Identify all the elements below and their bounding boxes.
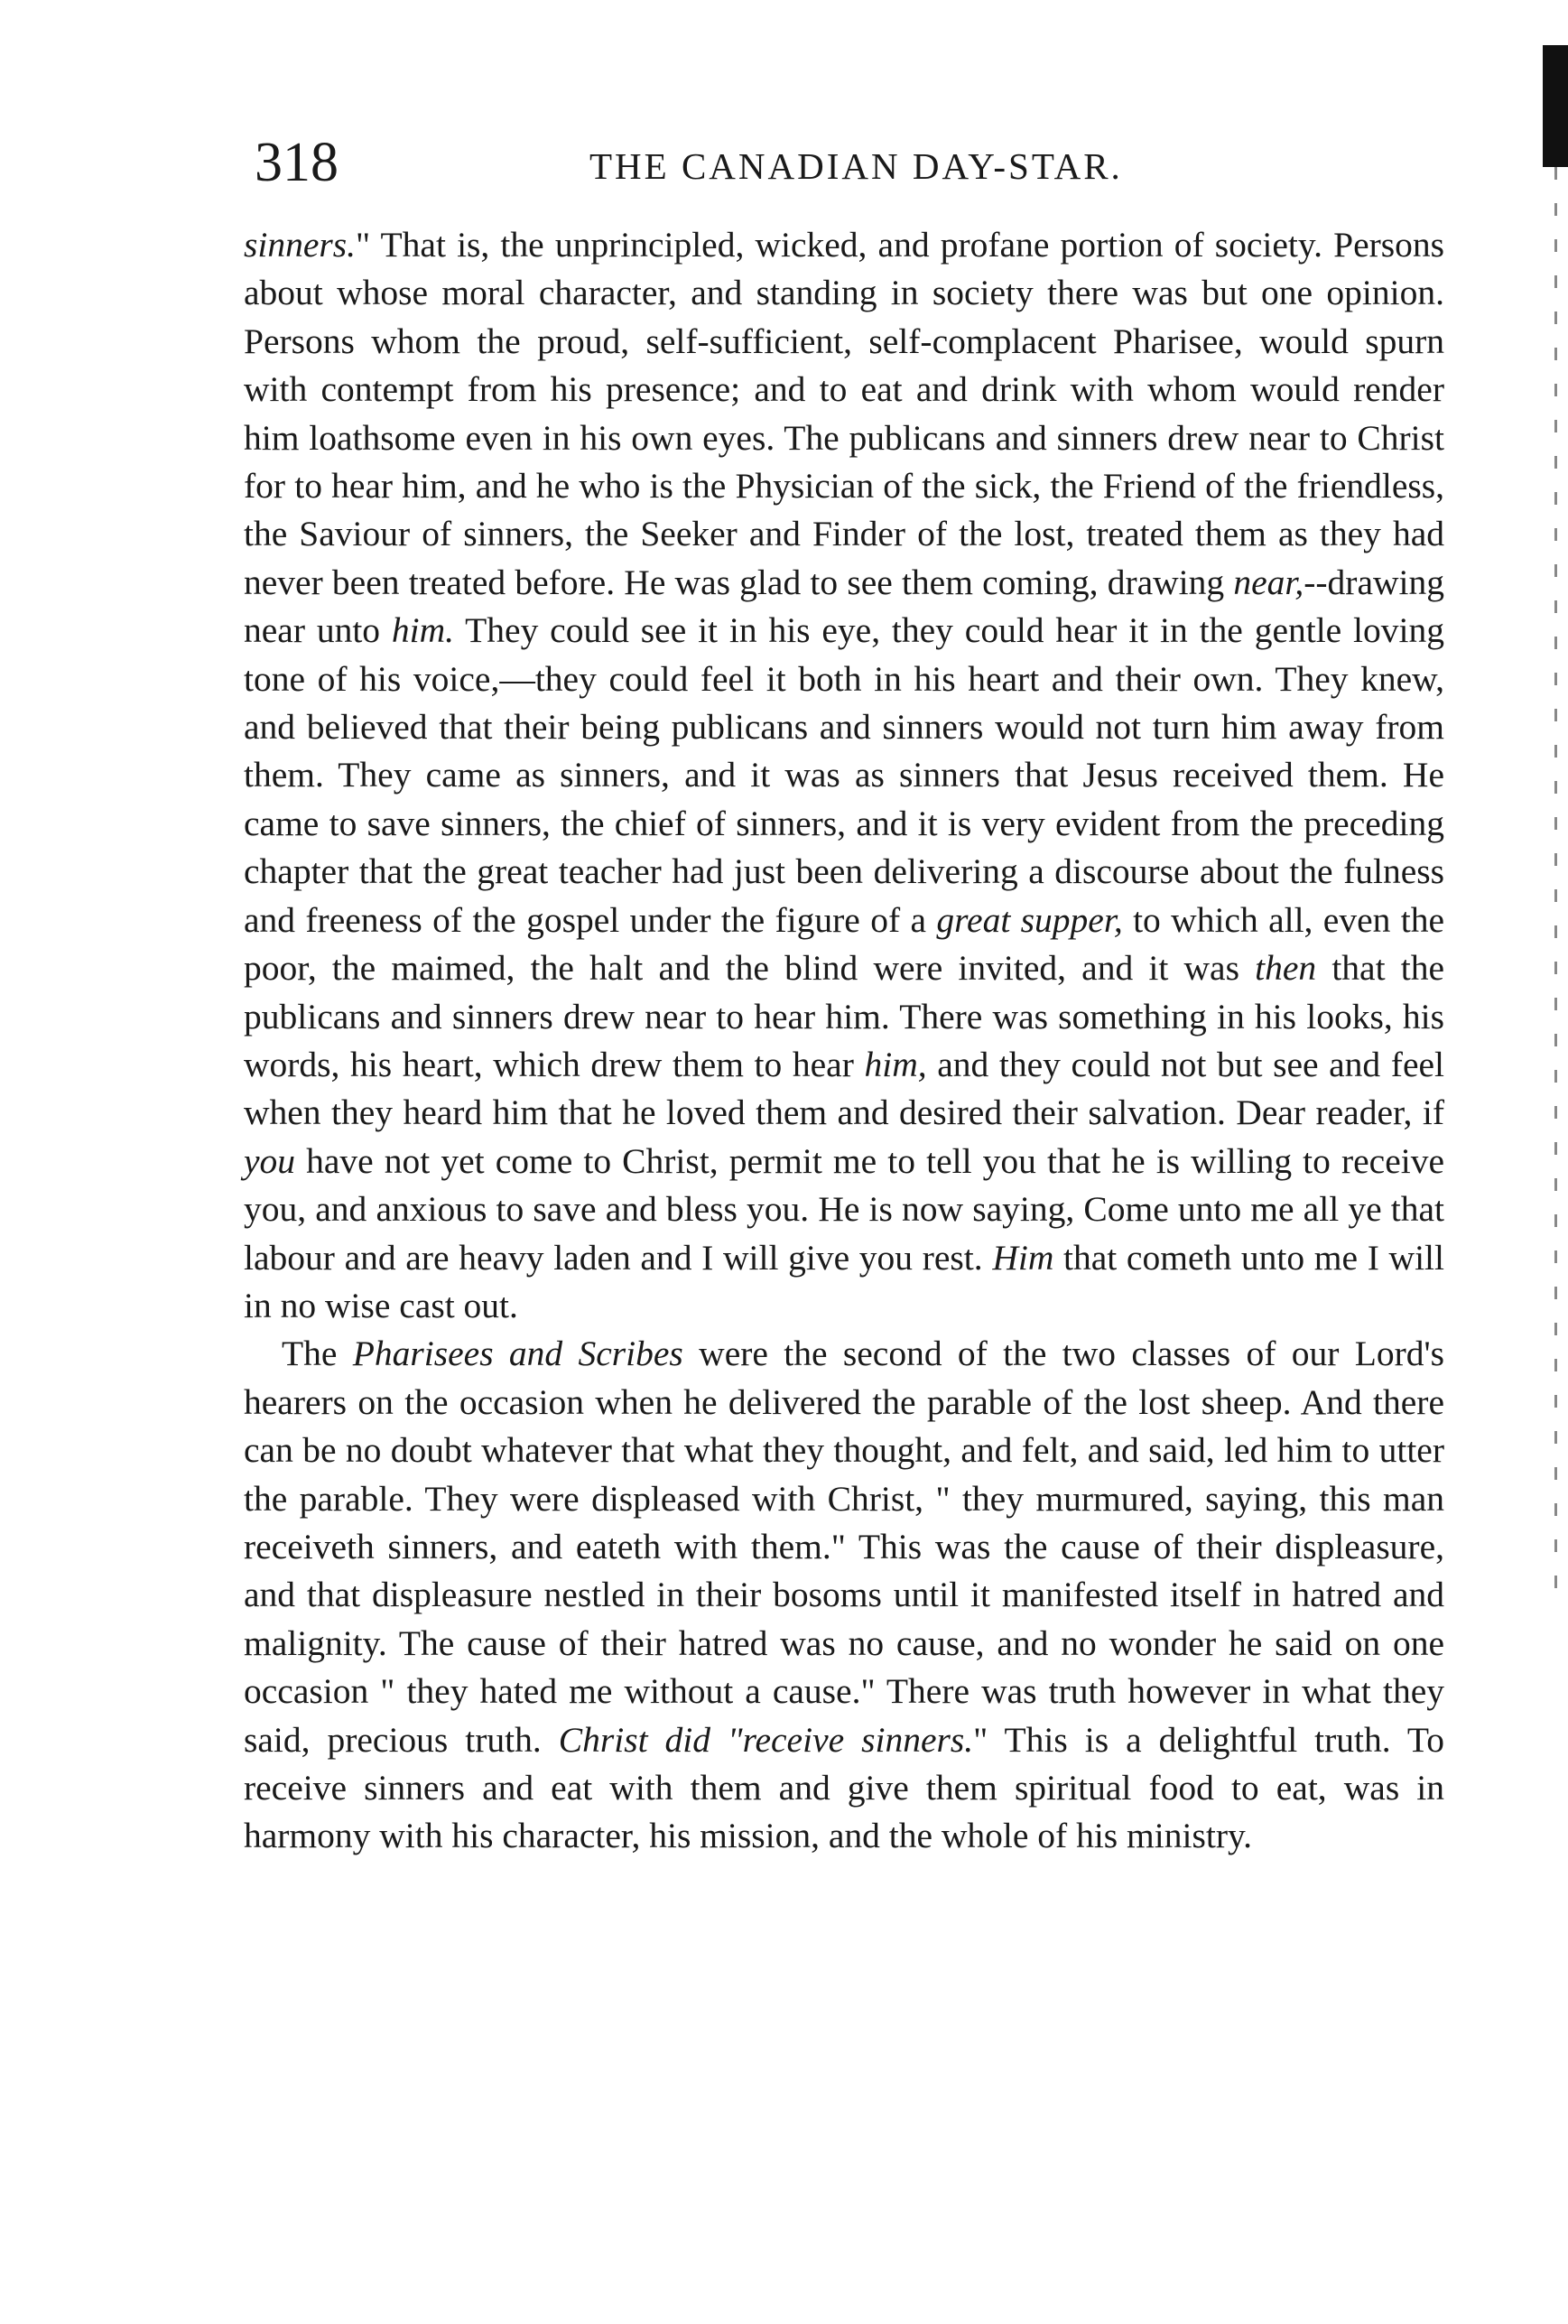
text-segment: Him xyxy=(992,1237,1054,1278)
text-segment: They could see it in his eye, they could hear it in the gentle loving tone of his voice,—they could feel it both in his heart and their own. They knew, and believed that their being publicans and sinners would not turn him away from them. They came as sinners, and it was as sinners that Jesus received them. He came to save sinners, the chief of sinners, and it is very evident from the preceding chapter that the great teacher had just been delivering a discourse about the fulness and freeness of the gospel under the figure of a xyxy=(244,610,1445,940)
text-segment: you xyxy=(244,1140,296,1181)
page-number: 318 xyxy=(255,132,339,193)
text-segment: Christ did "receive sinners. xyxy=(558,1719,974,1760)
text-segment: " That is, the unprincipled, wicked, and profane portion of society. Persons about whose moral character, and standing in society there was but one opinion. Persons whom the proud, self-sufficient, self-complacent Pharisee, would spurn with contempt from his presence; and to eat and drink with whom would render him loathsome even in his own eyes. The publicans and sinners drew near to Christ for to hear him, and he who is the Physician of the sick, the Friend of the friendless, the Saviour of sinners, the Seeker and Finder of the lost, treated them as they had never been treated before. He was glad to see them coming, drawing xyxy=(244,225,1444,602)
running-head xyxy=(244,126,1453,208)
text-segment: sinners. xyxy=(244,225,356,265)
body-text xyxy=(244,221,1444,1861)
text-segment: then xyxy=(1255,948,1317,989)
text-segment: were the second of the two classes of our Lord's hearers on the occasion when he delivered the parable of the lost sheep. And there can be no doubt whatever that what they thought, and felt, and said, led him to utter the parable. They were displeased with Christ, " they murmured, saying, this man receiveth sinners, and eateth with them." This was the cause of their displeasure, and that displeasure nestled in their bosoms until it manifested itself in hatred and malignity. The cause of their hatred was no cause, and no wonder he said on one occasion " they hated me without a cause." There was truth however in what they said, precious truth. xyxy=(244,1334,1444,1760)
text-segment: --drawing near unto xyxy=(244,562,1444,651)
text-segment: to which all, even the poor, the maimed, the halt and the blind were invited, and it was xyxy=(244,899,1444,989)
text-segment: him, xyxy=(864,1044,927,1084)
text-segment: " This is a delightful truth. To receive sinners and eat with them and give them spiritual food to eat, was in harmony with his character, his mission, and the whole of his ministry. xyxy=(244,1719,1445,1856)
text-segment: that the publicans and sinners drew near to hear him. There was something in his looks, his words, his heart, which drew them to hear xyxy=(244,948,1444,1084)
text-segment: that cometh unto me I will in no wise cast out. xyxy=(244,1237,1445,1325)
text-segment: Pharisees and Scribes xyxy=(352,1334,683,1374)
text-segment: him. xyxy=(391,610,455,651)
text-segment: great supper, xyxy=(936,899,1123,940)
text-segment: and they could not but see and feel when they heard him that he loved them and desired their salvation. Dear reader, if xyxy=(244,1044,1444,1133)
paragraph-1 xyxy=(244,221,1444,1330)
text-segment: near, xyxy=(1233,562,1304,602)
paragraph-2 xyxy=(244,1330,1444,1860)
page-edge-mark xyxy=(1543,45,1568,167)
page-edge-shadow xyxy=(1554,167,1557,1612)
text-segment: The xyxy=(282,1334,353,1374)
running-title: THE CANADIAN DAY-STAR. xyxy=(589,145,1123,187)
text-segment: have not yet come to Christ, permit me to tell you that he is willing to receive you, and anxious to save and bless you. He is now saying, Come unto me all ye that labour and are heavy laden and I will give you rest. xyxy=(244,1140,1444,1278)
